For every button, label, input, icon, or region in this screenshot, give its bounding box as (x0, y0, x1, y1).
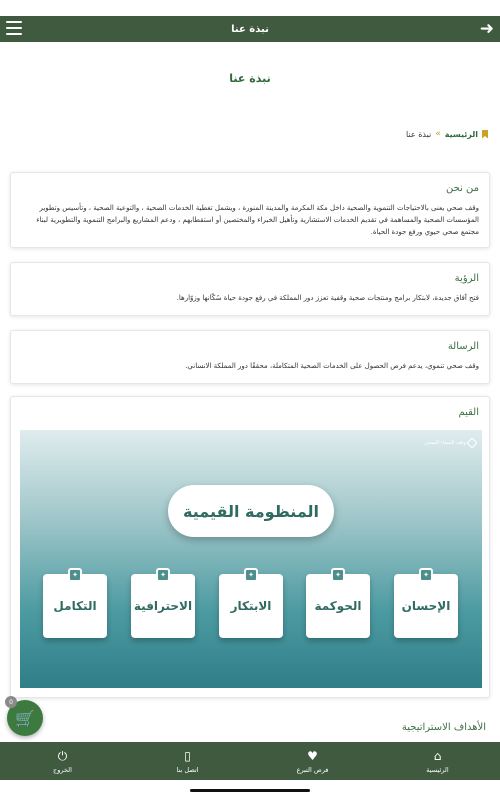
cart-count-badge: 0 (5, 696, 17, 708)
arrow-right-icon[interactable]: ➜ (479, 19, 494, 39)
bookmark-icon (482, 130, 488, 139)
heart-icon: ♥ (307, 748, 318, 763)
breadcrumb-separator: » (435, 129, 441, 139)
breadcrumb-current: نبذة عنا (406, 129, 432, 139)
mission-title: الرسالة (447, 341, 479, 352)
vision-text: فتح آفاق جديدة، لابتكار برامج ومنتجات صحية وقفية تعزز دور المملكة في رفع جودة حياة سُكّانها وزوّارها. (176, 294, 479, 302)
nav-home[interactable]: ⌂ الرئيسية (426, 748, 449, 774)
puzzle-icon: ✦ (68, 568, 82, 582)
about-card (10, 172, 490, 248)
nav-contact-us[interactable]: ▯ اتصل بنا (176, 748, 199, 774)
phone-icon: ▯ (184, 748, 191, 763)
bottom-navigation (0, 742, 500, 780)
values-main-title: المنظومة القيمية (168, 485, 334, 537)
hands-icon: ✦ (419, 568, 433, 582)
about-text: وقف صحي يعنى بالاحتياجات التنموية والصحية داخل مكة المكرمة والمدينة المنورة ، ويشمل تغطية الخدمات الصحية ، والتوعية الصحية ، وتأسيس وتطوير المؤسسات الصحية والمساهمة في تقديم الخدمات الاستشارية وتأهيل الخبراء والمختصين أو استقطابهم ، ودعم المشاريع والبرامج التنموية والتطويرية لبناء مجتمع صحي حيوي ورفع جودة الحياة. (36, 204, 479, 236)
target-icon: ✦ (156, 568, 170, 582)
mission-card (10, 330, 490, 384)
home-indicator (190, 789, 310, 792)
value-box-ihsan: ✦ الإحسان (394, 574, 458, 638)
shield-icon: ✦ (331, 568, 345, 582)
value-box-professionalism: ✦ الاحترافية (131, 574, 195, 638)
nav-logout[interactable]: ⏻ الخروج (53, 748, 72, 774)
hamburger-icon[interactable] (6, 21, 22, 35)
app-bar-title: نبذة عنا (231, 23, 269, 35)
breadcrumb (406, 129, 488, 139)
vision-title: الرؤية (454, 273, 479, 284)
home-icon: ⌂ (433, 748, 442, 763)
value-box-innovation: ✦ الابتكار (219, 574, 283, 638)
about-title: من نحن (446, 183, 479, 194)
values-card (10, 396, 490, 698)
power-icon: ⏻ (57, 748, 68, 763)
breadcrumb-home-link[interactable]: الرئيسية (444, 129, 478, 139)
logo-text: وقف الشفاء الصحي (424, 440, 466, 446)
mission-text: وقف صحي تنموي، يدعم فرص الحصول على الخدمات الصحية المتكاملة، محققًا دور المملكة الانساني. (185, 362, 479, 370)
cart-button[interactable] (7, 700, 43, 736)
strategic-goals-title: الأهداف الاستراتيجية (401, 722, 486, 733)
vision-card (10, 262, 490, 316)
value-box-governance: ✦ الحوكمة (306, 574, 370, 638)
nav-donation-opportunities[interactable]: ♥ فرص التبرع (296, 748, 329, 774)
top-app-bar (0, 16, 500, 42)
logo-heart-icon (466, 437, 477, 448)
lightbulb-icon: ✦ (244, 568, 258, 582)
organization-logo (424, 439, 476, 447)
values-title: القيم (458, 407, 479, 418)
cart-icon: 🛒 (15, 708, 35, 728)
page-title: نبذة عنا (229, 72, 271, 85)
values-image (20, 430, 482, 688)
value-box-integration: ✦ التكامل (43, 574, 107, 638)
